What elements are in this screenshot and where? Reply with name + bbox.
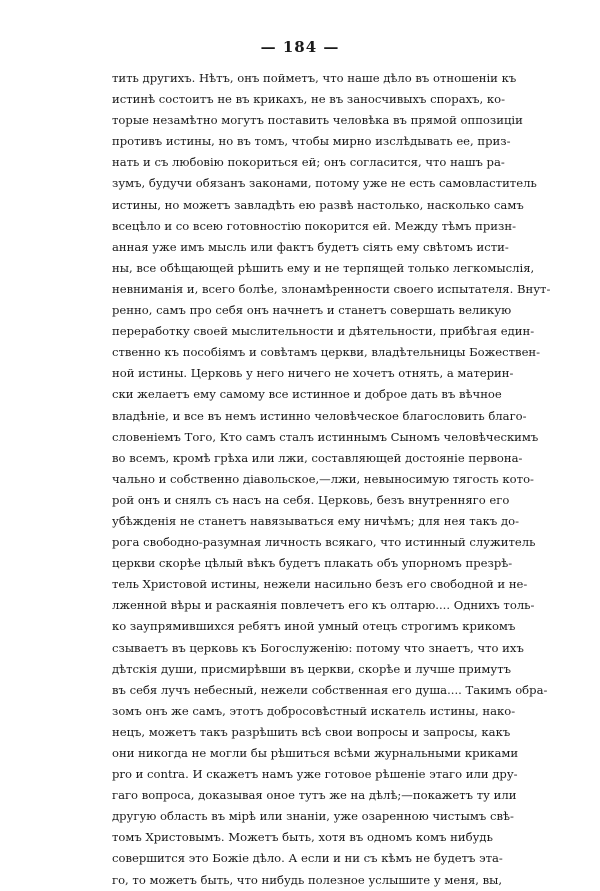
text-line: истинѣ состоитъ не въ крикахъ, не въ заносчивыхъ спорахъ, ко-: [112, 92, 506, 107]
text-line: переработку своей мыслительности и дѣятельности, прибѣгая един-: [112, 324, 535, 339]
text-line: ственно къ пособіямъ и совѣтамъ церкви, владѣтельницы Божествен-: [112, 345, 541, 360]
body-text: [112, 68, 551, 891]
text-line: рой онъ и снялъ съ насъ на себя. Церковь, безъ внутренняго его: [112, 492, 510, 507]
text-line: анная уже имъ мысль или фактъ будетъ сіять ему свѣтомъ исти-: [112, 239, 509, 254]
text-line: нать и съ любовію покориться ей; онъ согласится, что нашъ ра-: [112, 155, 505, 170]
text-line: ной истины. Церковь у него ничего не хочетъ отнять, а материн-: [112, 366, 514, 381]
text-line: тить другихъ. Нѣтъ, онъ пойметъ, что наше дѣло въ отношеніи къ: [112, 71, 517, 85]
text-line: всецѣло и со всею готовностію покорится ей. Между тѣмъ призн-: [112, 218, 516, 233]
text-line: ренно, самъ про себя онъ начнетъ и станетъ совершать великую: [112, 303, 512, 318]
text-line: словеніемъ Того, Кто самъ сталъ истиннымъ Сыномъ человѣческимъ: [112, 429, 539, 444]
text-line: нецъ, можетъ такъ разрѣшить всѣ свои вопросы и запросы, какъ: [112, 724, 511, 739]
text-line: чально и собственно діавольское,—лжи, невыносимую тягость кото-: [112, 471, 534, 486]
text-line: противъ истины, но въ томъ, чтобы мирно изслѣдывать ее, приз-: [112, 134, 511, 149]
text-line: истины, но можетъ завладѣть ею развѣ настолько, насколько самъ: [112, 197, 524, 212]
text-line: зомъ онъ же самъ, этотъ добросовѣстный искатель истины, нако-: [112, 703, 516, 718]
text-line: они никогда не могли бы рѣшиться всѣми журнальными криками: [112, 746, 519, 760]
text-line: тель Христовой истины, нежели насильно безъ его свободной и не-: [112, 577, 528, 592]
text-line: гаго вопроса, доказывая оное тутъ же на дѣлѣ;—покажетъ ту или: [112, 788, 517, 803]
text-line: невниманія и, всего болѣе, злонамѣренности своего испытателя. Внут-: [112, 281, 551, 296]
text-line: убѣжденія не станетъ навязываться ему ничѣмъ; для нея такъ до-: [112, 513, 519, 528]
text-line: другую область въ мірѣ или знаніи, уже озаренною чистымъ свѣ-: [112, 809, 514, 824]
text-line: го, то можетъ быть, что нибудь полезное услышите у меня, вы,: [112, 872, 503, 887]
text-line: владѣніе, и все въ немъ истинно человѣческое благословить благо-: [112, 408, 527, 423]
text-line: рога свободно-разумная личность всякаго, что истинный служитель: [112, 535, 536, 550]
text-line: во всемъ, кромѣ грѣха или лжи, составляющей достояніе первона-: [112, 450, 523, 465]
text-line: сзываетъ въ церковь къ Богослуженію: потому что знаетъ, что ихъ: [112, 640, 524, 655]
text-line: церкви скорѣе цѣлый вѣкъ будетъ плакать объ упорномъ презрѣ-: [112, 556, 513, 571]
text-line: pro и contra. И скажетъ намъ уже готовое рѣшеніе этаго или дру-: [112, 767, 518, 782]
text-line: зумъ, будучи обязанъ законами, потому уже не есть самовластитель: [112, 176, 537, 191]
text-line: ко заупрямившихся ребятъ иной умный отецъ строгимъ крикомъ: [112, 619, 516, 634]
text-line: дѣтскія души, присмирѣвши въ церкви, скорѣе и лучше примутъ: [112, 661, 512, 676]
text-line: ски желаетъ ему самому все истинное и доброе дать въ вѣчное: [112, 387, 502, 402]
text-line: лженной вѣры и раскаянія повлечетъ его къ олтарю.... Однихъ толь-: [112, 598, 535, 613]
text-line: томъ Христовымъ. Можетъ быть, хотя въ одномъ комъ нибудь: [112, 830, 493, 845]
text-line: въ себя лучъ небесный, нежели собственная его душа.... Такимъ обра-: [112, 682, 548, 697]
text-line: торые незамѣтно могутъ поставить человѣка въ прямой оппозиціи: [112, 113, 523, 128]
text-line: совершится это Божіе дѣло. А если и ни съ кѣмъ не будетъ эта-: [112, 851, 503, 866]
text-line: ны, все обѣщающей рѣшить ему и не терпящей только легкомыслія,: [112, 260, 535, 275]
page-number: — 184 —: [260, 38, 340, 56]
